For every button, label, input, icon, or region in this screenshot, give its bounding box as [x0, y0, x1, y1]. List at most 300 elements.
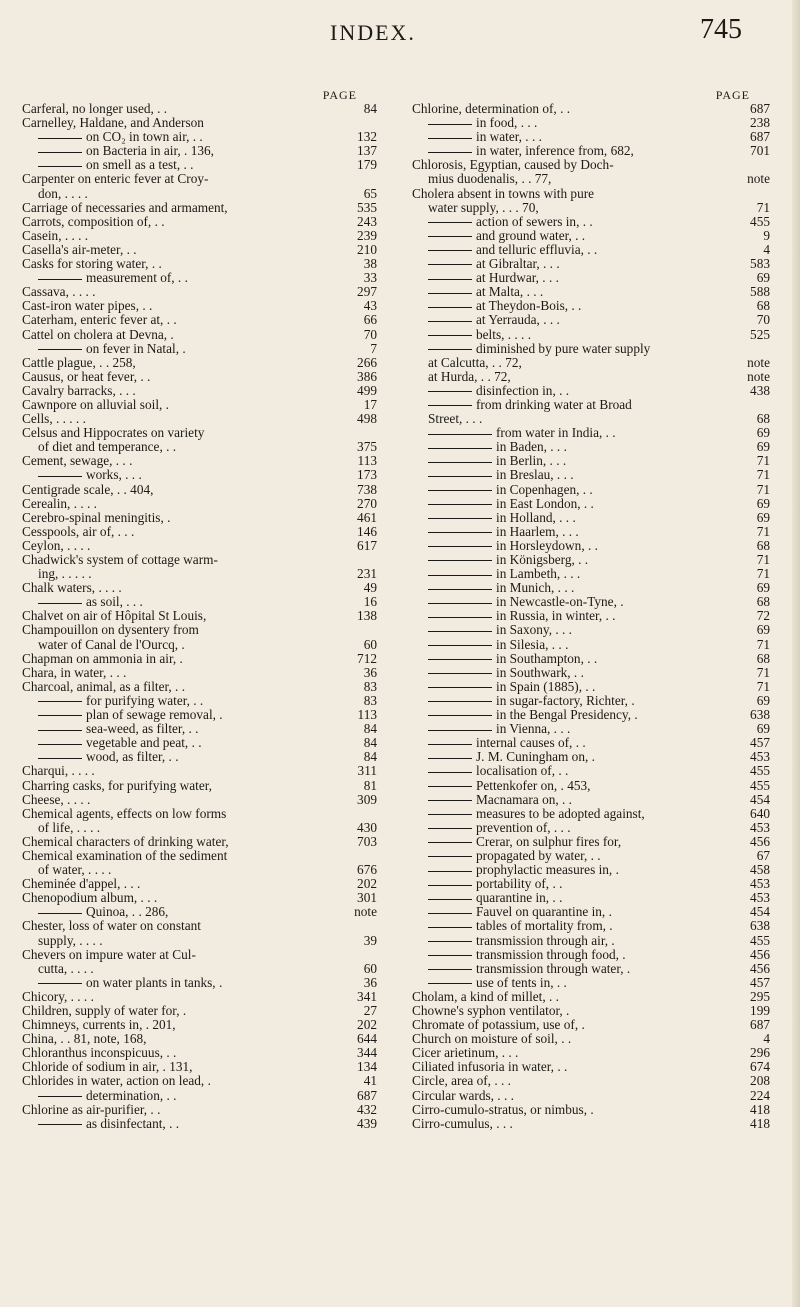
entry-text — [38, 144, 214, 158]
ditto-rule — [428, 448, 492, 449]
entry-page: note — [354, 904, 377, 920]
entry-text — [428, 144, 634, 158]
entry-label: at Malta, . . . — [476, 284, 544, 300]
ditto-rule — [428, 335, 472, 336]
entry-label: at Gibraltar, . . . — [476, 256, 560, 272]
entry-label: as disinfectant, . . — [86, 1115, 180, 1131]
entry-text — [428, 680, 595, 694]
entry-label: Cheminée d'appel, . . . — [22, 876, 141, 892]
index-entry — [22, 412, 377, 426]
entry-text — [22, 1032, 146, 1046]
entry-text — [412, 187, 594, 201]
entry-label: Cattle plague, . . 258, — [22, 354, 136, 370]
index-entry — [22, 919, 377, 933]
entry-text — [428, 285, 543, 299]
index-entry — [412, 623, 770, 637]
entry-text — [22, 1074, 211, 1088]
entry-page: 84 — [363, 721, 377, 737]
entry-page: 67 — [756, 847, 770, 863]
entry-label: on CO₂ in town air, . . — [86, 129, 203, 145]
entry-label: Carferal, no longer used, . . — [22, 101, 168, 116]
index-entry — [22, 370, 377, 384]
entry-page: 455 — [750, 777, 770, 793]
entry-text — [22, 652, 183, 666]
entry-label: Ceylon, . . . . — [22, 537, 91, 553]
index-entry — [22, 990, 377, 1004]
entry-text — [428, 623, 572, 637]
ditto-rule — [428, 490, 492, 491]
entry-label: Celsus and Hippocrates on variety — [22, 425, 205, 441]
entry-page: 453 — [750, 890, 770, 906]
index-entry — [22, 454, 377, 468]
index-entry — [22, 877, 377, 891]
ditto-rule — [428, 899, 472, 900]
ditto-rule — [428, 391, 472, 392]
entry-text — [22, 877, 140, 891]
index-entry — [412, 299, 770, 313]
entry-label: and ground water, . . — [476, 227, 586, 243]
index-entry — [22, 750, 377, 764]
index-entry — [412, 821, 770, 835]
index-entry — [412, 581, 770, 595]
entry-text — [428, 553, 588, 567]
index-entry — [412, 736, 770, 750]
index-entry — [412, 652, 770, 666]
ditto-rule — [428, 701, 492, 702]
entry-label: Chadwick's system of cottage warm- — [22, 552, 218, 567]
index-entry — [22, 201, 377, 215]
entry-text — [428, 172, 551, 186]
entry-page: 453 — [750, 819, 770, 835]
entry-text — [22, 1060, 192, 1074]
entry-text — [428, 595, 624, 609]
right-entries — [412, 102, 770, 1131]
entry-page: 17 — [363, 396, 377, 412]
ditto-rule — [428, 983, 472, 984]
entry-label: vegetable and peat, . . — [86, 735, 202, 751]
index-entry — [22, 553, 377, 567]
entry-page: 617 — [357, 537, 377, 553]
index-entry — [412, 144, 770, 158]
ditto-rule — [428, 222, 472, 223]
entry-label: in Berlin, . . . — [496, 453, 567, 469]
index-entry — [412, 454, 770, 468]
entry-page: 146 — [357, 523, 377, 539]
ditto-rule — [428, 913, 472, 914]
entry-text — [428, 440, 567, 454]
entry-text — [22, 511, 170, 525]
ditto-rule — [428, 828, 472, 829]
ditto-rule — [38, 1096, 82, 1097]
entry-label: and telluric effluvia, . . — [476, 241, 598, 257]
index-entry — [22, 1018, 377, 1032]
ditto-rule — [38, 701, 82, 702]
ditto-rule — [428, 871, 472, 872]
index-entry — [22, 539, 377, 553]
index-entry — [412, 525, 770, 539]
ditto-rule — [428, 321, 472, 322]
entry-page: 418 — [750, 1115, 770, 1131]
entry-page: 461 — [357, 509, 377, 525]
entry-text — [428, 821, 571, 835]
entry-page: 72 — [756, 608, 770, 624]
index-entry — [22, 116, 377, 130]
index-entry — [22, 948, 377, 962]
entry-page: 386 — [357, 368, 377, 384]
page-title: INDEX. — [330, 20, 416, 45]
entry-label: in food, . . . — [476, 115, 538, 131]
entry-page: 208 — [750, 1073, 770, 1089]
entry-text — [22, 553, 218, 567]
entry-text — [22, 215, 165, 229]
ditto-rule — [428, 236, 472, 237]
ditto-rule — [428, 617, 492, 618]
ditto-rule — [38, 279, 82, 280]
index-entry — [412, 243, 770, 257]
index-entry — [412, 807, 770, 821]
index-entry — [22, 891, 377, 905]
right-column — [412, 88, 770, 1131]
ditto-rule — [428, 575, 492, 576]
entry-label: Cattel on cholera at Devna, . — [22, 326, 174, 342]
entry-label: Chloride of sodium in air, . 131, — [22, 1059, 193, 1075]
entry-page: 38 — [363, 256, 377, 272]
entry-page: 375 — [357, 439, 377, 455]
entry-page: 9 — [763, 227, 770, 243]
entry-label: from drinking water at Broad — [476, 396, 632, 412]
entry-label: Quinoa, . . 286, — [86, 904, 169, 920]
index-entry — [22, 567, 377, 581]
entry-label: prevention of, . . . — [476, 819, 571, 835]
index-entry — [412, 398, 770, 412]
entry-text — [428, 497, 594, 511]
entry-page: 432 — [357, 1101, 377, 1117]
index-entry — [22, 779, 377, 793]
entry-text — [428, 581, 574, 595]
entry-label: Carrots, composition of, . . — [22, 213, 165, 229]
index-entry — [412, 116, 770, 130]
entry-page: 71 — [756, 566, 770, 582]
entry-label: on Bacteria in air, . 136, — [86, 143, 214, 159]
entry-label: in water, . . . — [476, 129, 542, 145]
entry-page: 69 — [756, 425, 770, 441]
ditto-rule — [428, 476, 492, 477]
entry-page: 179 — [357, 157, 377, 173]
index-entry — [22, 1032, 377, 1046]
entry-label: Cerebro-spinal meningitis, . — [22, 509, 171, 525]
index-entry — [412, 708, 770, 722]
entry-text — [428, 313, 560, 327]
entry-label: China, . . 81, note, 168, — [22, 1031, 147, 1047]
entry-text — [38, 130, 203, 144]
entry-page: 687 — [357, 1087, 377, 1103]
entry-text — [428, 863, 619, 877]
ditto-rule — [428, 687, 492, 688]
index-entry — [22, 158, 377, 172]
ditto-rule — [428, 758, 472, 759]
entry-page: 69 — [756, 580, 770, 596]
entry-label: Cawnpore on alluvial soil, . — [22, 396, 169, 412]
index-entry — [412, 553, 770, 567]
index-entry — [412, 849, 770, 863]
entry-label: Chlorine, determination of, . . — [412, 101, 571, 116]
entry-label: in Haarlem, . . . — [496, 523, 579, 539]
ditto-rule — [428, 518, 492, 519]
entry-text — [428, 539, 598, 553]
entry-page: 311 — [357, 763, 377, 779]
ditto-rule — [428, 800, 472, 801]
entry-text — [22, 426, 204, 440]
entry-label: in Saxony, . . . — [496, 622, 572, 638]
index-entry — [22, 1117, 377, 1131]
entry-page: 712 — [357, 650, 377, 666]
entry-label: in Vienna, . . . — [496, 721, 571, 737]
index-entry — [412, 257, 770, 271]
entry-text — [38, 934, 103, 948]
entry-page: 68 — [756, 594, 770, 610]
entry-page: note — [747, 171, 770, 187]
index-entry — [412, 934, 770, 948]
entry-label: mius duodenalis, . . 77, — [428, 171, 552, 187]
entry-label: water supply, . . . 70, — [428, 199, 539, 215]
index-entry — [412, 595, 770, 609]
entry-text — [428, 384, 569, 398]
entry-text — [428, 299, 581, 313]
entry-label: on fever in Natal, . — [86, 340, 186, 356]
entry-label: in Newcastle-on-Tyne, . — [496, 594, 624, 610]
index-entry — [22, 905, 377, 919]
entry-text — [22, 793, 90, 807]
ditto-rule — [428, 659, 492, 660]
index-entry — [22, 328, 377, 342]
entry-page: 60 — [363, 960, 377, 976]
entry-label: Macnamara on, . . — [476, 791, 572, 807]
ditto-rule — [38, 603, 82, 604]
entry-text — [428, 257, 560, 271]
entry-page: 71 — [756, 199, 770, 215]
index-entry — [22, 313, 377, 327]
entry-label: in Munich, . . . — [496, 580, 575, 596]
entry-label: measures to be adopted against, — [476, 805, 645, 821]
entry-text — [428, 694, 635, 708]
index-entry — [22, 595, 377, 609]
entry-page: 71 — [756, 453, 770, 469]
index-entry — [22, 1004, 377, 1018]
entry-page: 36 — [363, 974, 377, 990]
ditto-rule — [428, 293, 472, 294]
entry-text — [22, 849, 227, 863]
entry-text — [428, 328, 531, 342]
index-entry — [22, 863, 377, 877]
entry-page: 4 — [763, 241, 770, 257]
entry-page: 455 — [750, 213, 770, 229]
entry-page: 535 — [357, 199, 377, 215]
ditto-rule — [38, 730, 82, 731]
index-entry — [412, 1046, 770, 1060]
entry-label: of life, . . . . — [38, 819, 101, 835]
entry-text — [22, 454, 132, 468]
index-entry — [22, 793, 377, 807]
index-entry — [22, 666, 377, 680]
index-entry — [412, 891, 770, 905]
entry-label: don, . . . . — [38, 185, 88, 201]
entry-page: 438 — [750, 382, 770, 398]
index-entry — [22, 680, 377, 694]
entry-page: 134 — [357, 1059, 377, 1075]
entry-text — [22, 483, 153, 497]
entry-label: in Southampton, . . — [496, 650, 598, 666]
ditto-rule — [428, 589, 492, 590]
entry-page: 27 — [363, 1003, 377, 1018]
entry-page: 36 — [363, 664, 377, 680]
entry-page: 60 — [363, 636, 377, 652]
entry-text — [22, 328, 174, 342]
index-entry — [412, 468, 770, 482]
entry-label: in Horsleydown, . . — [496, 537, 598, 553]
entry-label: Chapman on ammonia in air, . — [22, 650, 183, 666]
entry-page: 499 — [357, 382, 377, 398]
entry-label: Chowne's syphon ventilator, . — [412, 1003, 570, 1018]
entry-label: at Yerrauda, . . . — [476, 312, 560, 328]
entry-label: of diet and temperance, . . — [38, 439, 177, 455]
entry-text — [22, 539, 90, 553]
entry-text — [22, 680, 185, 694]
entry-text — [412, 158, 614, 172]
entry-page: 83 — [363, 678, 377, 694]
index-entry — [22, 849, 377, 863]
entry-label: disinfection in, . . — [476, 382, 570, 398]
entry-text — [22, 891, 157, 905]
entry-text — [22, 172, 208, 186]
index-entry — [22, 342, 377, 356]
entry-text — [428, 116, 537, 130]
index-entry — [22, 384, 377, 398]
entry-label: Cells, . . . . . — [22, 411, 86, 427]
entry-text — [38, 976, 222, 990]
entry-label: in Lambeth, . . . — [496, 566, 581, 582]
entry-page: 266 — [357, 354, 377, 370]
index-entry — [412, 962, 770, 976]
entry-text — [38, 271, 188, 285]
entry-text — [428, 708, 638, 722]
entry-label: prophylactic measures in, . — [476, 862, 619, 878]
ditto-rule — [428, 250, 472, 251]
entry-text — [22, 919, 201, 933]
entry-page: 138 — [357, 608, 377, 624]
entry-text — [22, 257, 162, 271]
index-entry — [412, 750, 770, 764]
entry-label: Chemical agents, effects on low forms — [22, 805, 227, 821]
entry-label: at Theydon-Bois, . . — [476, 298, 582, 314]
ditto-rule — [428, 730, 492, 731]
entry-label: in Copenhagen, . . — [496, 481, 593, 497]
entry-text — [22, 779, 212, 793]
index-entry — [412, 328, 770, 342]
page-column-label: PAGE — [322, 88, 357, 102]
entry-page: 69 — [756, 439, 770, 455]
entry-text — [38, 750, 179, 764]
entry-text — [428, 793, 572, 807]
entry-label: on smell as a test, . . — [86, 157, 194, 173]
entry-label: propagated by water, . . — [476, 847, 601, 863]
entry-page: note — [747, 354, 770, 370]
entry-text — [428, 229, 585, 243]
entry-text — [428, 948, 626, 962]
entry-text — [428, 243, 597, 257]
entry-page: 430 — [357, 819, 377, 835]
entry-page: 456 — [750, 946, 770, 962]
entry-text — [22, 356, 136, 370]
entry-label: transmission through food, . — [476, 946, 626, 962]
entry-text — [22, 1046, 176, 1060]
entry-text — [428, 483, 593, 497]
entry-label: of water, . . . . — [38, 862, 112, 878]
entry-page: 16 — [363, 594, 377, 610]
entry-label: Carnelley, Haldane, and Anderson — [22, 115, 204, 131]
index-entry — [412, 609, 770, 623]
entry-label: in sugar-factory, Richter, . — [496, 692, 635, 708]
entry-label: works, . . . — [86, 467, 142, 483]
entry-page: 39 — [363, 932, 377, 948]
index-entry — [22, 976, 377, 990]
entry-label: cutta, . . . . — [38, 960, 94, 976]
entry-page: 4 — [763, 1031, 770, 1047]
entry-page: 583 — [750, 256, 770, 272]
ditto-rule — [428, 715, 492, 716]
index-entry — [22, 708, 377, 722]
entry-page: 113 — [357, 707, 377, 723]
index-entry — [22, 511, 377, 525]
entry-text — [22, 497, 97, 511]
index-entry — [22, 172, 377, 186]
entry-text — [22, 835, 229, 849]
entry-page: 66 — [363, 312, 377, 328]
entry-label: Cement, sewage, . . . — [22, 453, 133, 469]
ditto-rule — [38, 744, 82, 745]
index-entry — [22, 285, 377, 299]
entry-label: Charqui, . . . . — [22, 763, 95, 779]
entry-text — [38, 187, 88, 201]
entry-text — [412, 1018, 585, 1032]
entry-page: 498 — [357, 411, 377, 427]
entry-page: 84 — [363, 101, 377, 116]
ditto-rule — [428, 645, 492, 646]
entry-text — [22, 764, 95, 778]
entry-page: 202 — [357, 876, 377, 892]
index-entry — [412, 1018, 770, 1032]
entry-text — [412, 1089, 514, 1103]
index-entry — [22, 962, 377, 976]
entry-text — [428, 412, 482, 426]
index-entry — [22, 736, 377, 750]
entry-text — [22, 807, 226, 821]
entry-label: Church on moisture of soil, . . — [412, 1031, 572, 1047]
entry-text — [428, 454, 566, 468]
index-entry — [22, 299, 377, 313]
ditto-rule — [38, 476, 82, 477]
index-entry — [22, 1089, 377, 1103]
ditto-rule — [428, 532, 492, 533]
entry-text — [428, 905, 612, 919]
index-entry — [22, 426, 377, 440]
index-entry — [412, 102, 770, 116]
entry-text — [412, 1103, 594, 1117]
index-entry — [22, 257, 377, 271]
entry-page: 455 — [750, 763, 770, 779]
entry-page: 71 — [756, 678, 770, 694]
page-edge — [792, 0, 800, 1307]
entry-label: Chlorine as air-purifier, . . — [22, 1101, 161, 1117]
